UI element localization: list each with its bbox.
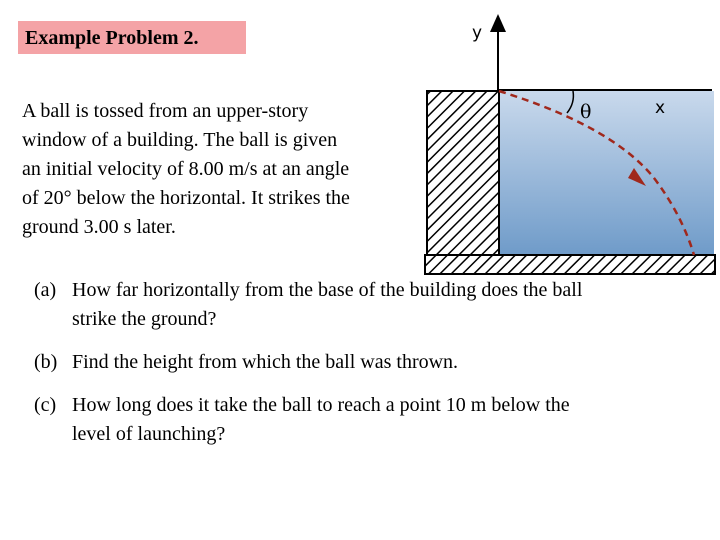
questions-list bbox=[34, 276, 714, 449]
building bbox=[427, 91, 499, 255]
question-a bbox=[34, 276, 714, 334]
question-line: level of launching? bbox=[72, 423, 226, 445]
question-label: (b) bbox=[34, 351, 58, 373]
problem-line: an initial velocity of 8.00 m/s at an angle bbox=[22, 158, 350, 180]
question-b bbox=[34, 348, 714, 377]
question-label: (a) bbox=[34, 279, 57, 301]
x-axis-label: x bbox=[655, 98, 666, 118]
question-line: How far horizontally from the base of the building does the ball bbox=[72, 279, 583, 301]
angle-theta-label: θ bbox=[580, 101, 592, 123]
problem-line: ground 3.00 s later. bbox=[22, 216, 176, 238]
page-title: Example Problem 2. bbox=[25, 27, 199, 49]
problem-line: of 20° below the horizontal. It strikes the bbox=[22, 187, 350, 209]
ground bbox=[425, 255, 715, 274]
problem-line: A ball is tossed from an upper-story bbox=[22, 100, 309, 122]
question-line: Find the height from which the ball was thrown. bbox=[72, 351, 459, 373]
problem-line: window of a building. The ball is given bbox=[22, 129, 338, 151]
y-axis-label: y bbox=[472, 23, 483, 43]
question-c bbox=[34, 391, 714, 449]
question-line: How long does it take the ball to reach a point 10 m below the bbox=[72, 394, 570, 416]
sky-background bbox=[499, 91, 714, 255]
question-line: strike the ground? bbox=[72, 308, 217, 330]
question-label: (c) bbox=[34, 394, 57, 416]
